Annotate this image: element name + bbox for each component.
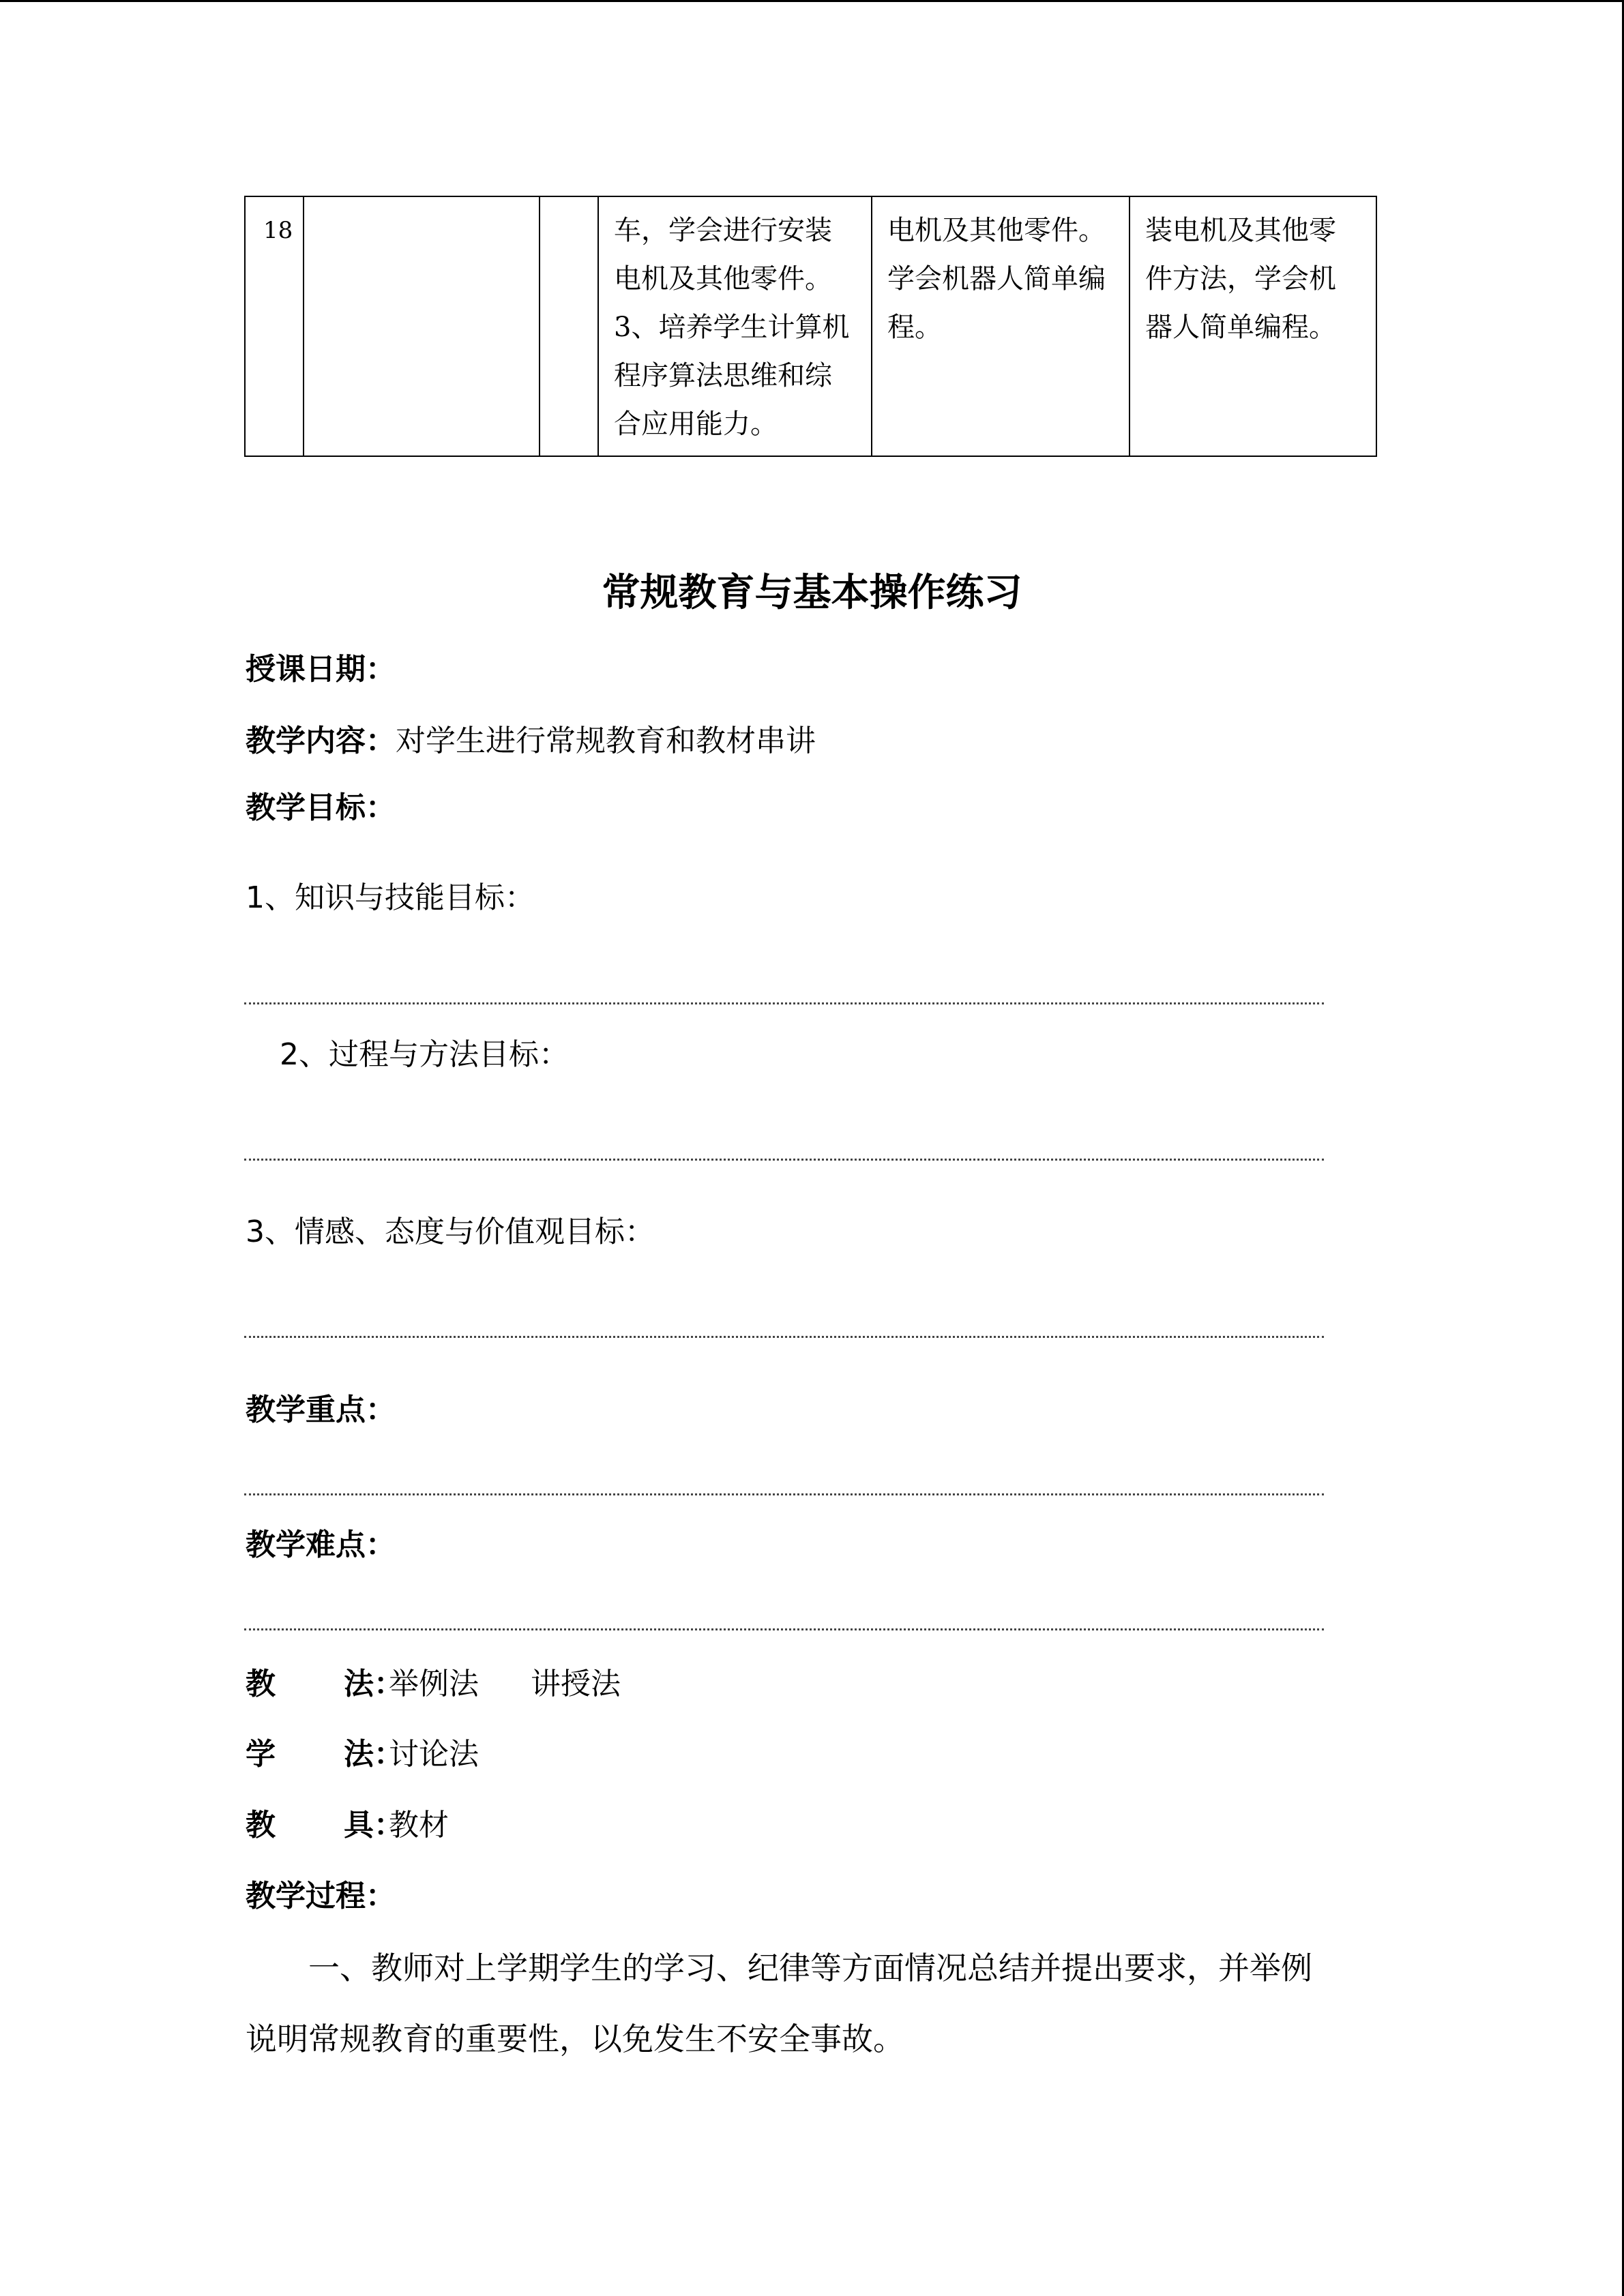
goal-process-methods: 2、过程与方法目标： — [280, 1037, 569, 1072]
learning-method-label: 学 法： — [246, 1737, 404, 1772]
dotted-fill-line — [244, 1628, 1324, 1630]
process-label: 教学过程： — [246, 1879, 396, 1913]
teaching-method-value: 讲授法 — [531, 1667, 621, 1701]
goals-label: 教学目标： — [246, 790, 396, 825]
cell-text-line: 电机及其他零件。 — [614, 263, 832, 295]
learning-method-field — [246, 1734, 479, 1775]
content-field — [246, 721, 816, 762]
date-field — [246, 649, 396, 690]
table-row — [245, 196, 1376, 456]
cell-text-line: 器人简单编程。 — [1145, 312, 1336, 343]
cell-text-line: 3、培养学生计算机 — [614, 312, 850, 343]
learning-method-value: 讨论法 — [389, 1737, 479, 1772]
content-label: 教学内容： — [246, 724, 396, 758]
key-points-field — [246, 1390, 396, 1431]
difficulties-field — [246, 1525, 396, 1566]
cell-text-line: 学会机器人简单编 — [887, 263, 1106, 295]
cell-text-line: 装电机及其他零 — [1145, 215, 1336, 246]
teaching-tools-value: 教材 — [389, 1808, 449, 1843]
cell-text-line: 车，学会进行安装 — [614, 215, 832, 246]
content-value: 对学生进行常规教育和教材串讲 — [396, 724, 816, 758]
cell-text-line: 电机及其他零件。 — [887, 215, 1106, 246]
process-paragraph-line: 说明常规教育的重要性，以免发生不安全事故。 — [246, 2021, 904, 2057]
goal-knowledge-skills: 1、知识与技能目标： — [246, 880, 535, 915]
table-cell-number: 18 — [245, 196, 304, 456]
cell-text-line: 程序算法思维和综 — [614, 360, 832, 391]
dotted-fill-line — [244, 1336, 1324, 1338]
table-cell-key-points — [872, 196, 1130, 456]
teaching-method-field — [246, 1664, 621, 1705]
table-cell-empty — [540, 196, 598, 456]
goals-field — [246, 788, 396, 829]
dotted-fill-line — [244, 1002, 1324, 1004]
teaching-method-label: 教 法： — [246, 1667, 404, 1701]
key-points-label: 教学重点： — [246, 1392, 396, 1427]
teaching-tools-label: 教 具： — [246, 1808, 404, 1843]
cell-text-line: 合应用能力。 — [614, 408, 778, 440]
table-cell-difficulties — [1130, 196, 1376, 456]
dotted-fill-line — [244, 1159, 1324, 1161]
cell-text-line: 程。 — [887, 312, 942, 343]
difficulties-label: 教学难点： — [246, 1527, 396, 1562]
process-field — [246, 1876, 396, 1917]
table-cell-objectives — [598, 196, 872, 456]
page-top-border — [0, 0, 1624, 2]
teaching-tools-field — [246, 1805, 449, 1846]
teaching-method-value: 举例法 — [389, 1667, 479, 1701]
dotted-fill-line — [244, 1493, 1324, 1495]
table-cell-empty — [304, 196, 540, 456]
date-label: 授课日期： — [246, 652, 396, 687]
lesson-title: 常规教育与基本操作练习 — [602, 571, 1022, 615]
cell-text-line: 件方法，学会机 — [1145, 263, 1336, 295]
goal-emotion-values: 3、情感、态度与价值观目标： — [246, 1214, 655, 1249]
schedule-table — [244, 196, 1377, 457]
process-paragraph-line: 一、教师对上学期学生的学习、纪律等方面情况总结并提出要求，并举例 — [308, 1950, 1312, 1986]
